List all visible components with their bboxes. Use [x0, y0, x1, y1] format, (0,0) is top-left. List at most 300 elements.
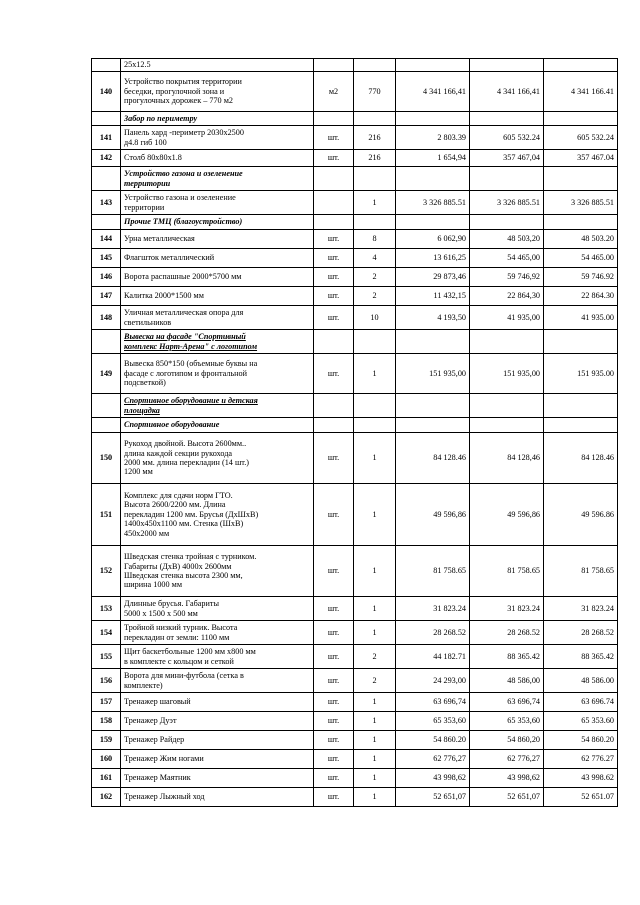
- row-number-cell: [92, 59, 121, 72]
- total-with-vat-cell-text: 49 596.86: [581, 509, 614, 519]
- row-number-cell-text: 160: [99, 754, 113, 764]
- row-number-cell: [92, 731, 121, 750]
- total-cell: [470, 693, 544, 712]
- total-with-vat-cell: [544, 546, 618, 597]
- total-cell-text: 62 776,27: [507, 754, 540, 764]
- quantity-cell: [354, 418, 396, 433]
- row-number-cell-text: 141: [99, 132, 113, 142]
- item-name-cell-text: Тройной низкий турник. Высота перекладин от земли: 1100 мм: [124, 623, 238, 642]
- total-with-vat-cell: [544, 167, 618, 191]
- quantity-cell: [354, 59, 396, 72]
- total-with-vat-cell: [544, 287, 618, 306]
- item-name-cell-text: 25x12.5: [124, 60, 151, 70]
- total-cell: [470, 330, 544, 354]
- total-cell-text: 43 998,62: [507, 773, 540, 783]
- quantity-cell: [354, 394, 396, 418]
- section-title-cell-text: Прочие ТМЦ (благоустройство): [124, 217, 243, 227]
- unit-price-cell: [396, 306, 470, 330]
- quantity-cell: [354, 621, 396, 645]
- item-name-cell: [121, 597, 314, 621]
- total-with-vat-cell-text: 62 776.27: [581, 754, 614, 764]
- total-with-vat-cell: [544, 788, 618, 807]
- total-cell-text: 48 503,20: [507, 234, 540, 244]
- total-cell: [470, 215, 544, 230]
- item-name-cell-text: Ворота для мини-футбола (сетка в комплекте): [124, 671, 244, 690]
- quantity-cell-text: 4: [372, 253, 377, 263]
- total-with-vat-cell: [544, 72, 618, 112]
- quantity-cell-text: 216: [368, 132, 381, 142]
- section-row: [92, 394, 618, 418]
- row-number-cell: [92, 484, 121, 546]
- quantity-cell-text: 1: [372, 754, 377, 764]
- item-name-cell: [121, 645, 314, 669]
- unit-cell-text: шт.: [327, 627, 340, 637]
- unit-cell-text: шт.: [327, 312, 340, 322]
- unit-price-cell-text: 1 654,94: [437, 153, 466, 163]
- row-number-cell: [92, 394, 121, 418]
- table-row: [92, 597, 618, 621]
- unit-price-cell: [396, 788, 470, 807]
- total-cell: [470, 150, 544, 167]
- row-number-cell: [92, 693, 121, 712]
- unit-price-cell: [396, 230, 470, 249]
- table-row: [92, 693, 618, 712]
- unit-price-cell: [396, 484, 470, 546]
- row-number-cell-text: 155: [99, 651, 113, 661]
- table-row: [92, 191, 618, 215]
- item-name-cell: [121, 484, 314, 546]
- total-with-vat-cell-text: 54 860.20: [581, 735, 614, 745]
- unit-cell: [314, 72, 354, 112]
- total-with-vat-cell: [544, 215, 618, 230]
- item-name-cell-text: Устройство покрытия территории беседки, прогулочной зона и прогулочных дорожек – 770 м2: [124, 77, 242, 106]
- total-with-vat-cell: [544, 484, 618, 546]
- quantity-cell: [354, 788, 396, 807]
- unit-cell: [314, 597, 354, 621]
- section-title-cell-text: Спортивное оборудование: [124, 420, 220, 430]
- unit-price-cell: [396, 750, 470, 769]
- quantity-cell: [354, 769, 396, 788]
- total-with-vat-cell: [544, 59, 618, 72]
- estimate-table: [91, 58, 618, 807]
- item-name-cell-text: Тренажер Маятник: [124, 773, 191, 783]
- unit-cell: [314, 645, 354, 669]
- estimate-table-body: [92, 59, 618, 807]
- table-row: [92, 731, 618, 750]
- total-with-vat-cell-text: 31 823.24: [581, 603, 614, 613]
- total-with-vat-cell: [544, 769, 618, 788]
- total-cell-text: 65 353,60: [507, 716, 540, 726]
- quantity-cell-text: 1: [372, 627, 377, 637]
- unit-price-cell-text: 65 353,60: [433, 716, 466, 726]
- unit-cell: [314, 418, 354, 433]
- table-row: [92, 712, 618, 731]
- quantity-cell-text: 1: [372, 197, 377, 207]
- unit-price-cell: [396, 126, 470, 150]
- unit-cell: [314, 126, 354, 150]
- item-name-cell-text: Шведская стенка тройная с турником. Габариты (ДхВ) 4000х 2600мм Шведская стенка высота 2300 мм, ширина 1000 мм: [124, 552, 257, 590]
- item-name-cell-text: Урна металлическая: [124, 234, 195, 244]
- section-row: [92, 167, 618, 191]
- quantity-cell: [354, 150, 396, 167]
- total-cell-text: 63 696,74: [507, 697, 540, 707]
- unit-price-cell-text: 31 823.24: [433, 603, 466, 613]
- unit-price-cell-text: 24 293,00: [433, 675, 466, 685]
- total-cell: [470, 433, 544, 484]
- unit-cell: [314, 394, 354, 418]
- unit-cell-text: шт.: [327, 566, 340, 576]
- unit-price-cell: [396, 669, 470, 693]
- quantity-cell-text: 1: [372, 603, 377, 613]
- section-row: [92, 112, 618, 126]
- row-number-cell: [92, 669, 121, 693]
- row-number-cell: [92, 126, 121, 150]
- unit-price-cell-text: 28 268.52: [433, 627, 466, 637]
- row-number-cell: [92, 788, 121, 807]
- unit-cell-text: шт.: [327, 792, 340, 802]
- item-name-cell-text: Панель хард -периметр 2030х2500 д4.8 гиб 100: [124, 128, 244, 147]
- row-number-cell: [92, 191, 121, 215]
- unit-price-cell-text: 63 696,74: [433, 697, 466, 707]
- total-with-vat-cell-text: 84 128.46: [581, 453, 614, 463]
- unit-cell: [314, 112, 354, 126]
- total-with-vat-cell: [544, 230, 618, 249]
- item-name-cell-text: Длинные брусья. Габариты 5000 х 1500 х 500 мм: [124, 599, 219, 618]
- item-name-cell-text: Уличная металлическая опора для светильников: [124, 308, 244, 327]
- quantity-cell: [354, 597, 396, 621]
- total-cell: [470, 306, 544, 330]
- quantity-cell-text: 2: [372, 291, 377, 301]
- quantity-cell: [354, 215, 396, 230]
- total-cell: [470, 546, 544, 597]
- quantity-cell-text: 216: [368, 153, 381, 163]
- total-with-vat-cell: [544, 191, 618, 215]
- unit-price-cell: [396, 167, 470, 191]
- total-cell: [470, 287, 544, 306]
- quantity-cell-text: 10: [370, 312, 379, 322]
- unit-price-cell-text: 13 616,25: [433, 253, 466, 263]
- unit-cell-text: шт.: [327, 234, 340, 244]
- total-with-vat-cell: [544, 433, 618, 484]
- unit-cell-text: шт.: [327, 675, 340, 685]
- total-cell-text: 48 586,00: [507, 675, 540, 685]
- row-number-cell: [92, 268, 121, 287]
- row-number-cell-text: 157: [99, 697, 113, 707]
- item-name-cell: [121, 731, 314, 750]
- table-row: [92, 669, 618, 693]
- unit-cell: [314, 621, 354, 645]
- total-with-vat-cell: [544, 150, 618, 167]
- row-number-cell: [92, 354, 121, 394]
- item-name-cell: [121, 769, 314, 788]
- total-cell: [470, 750, 544, 769]
- total-cell-text: 28 268.52: [507, 627, 540, 637]
- quantity-cell-text: 2: [372, 272, 377, 282]
- unit-price-cell-text: 44 182.71: [433, 651, 466, 661]
- row-number-cell: [92, 112, 121, 126]
- quantity-cell: [354, 230, 396, 249]
- unit-price-cell-text: 43 998,62: [433, 773, 466, 783]
- total-cell: [470, 712, 544, 731]
- unit-cell: [314, 215, 354, 230]
- total-with-vat-cell-text: 52 651.07: [581, 792, 614, 802]
- total-with-vat-cell: [544, 693, 618, 712]
- row-number-cell: [92, 546, 121, 597]
- unit-price-cell-text: 29 873,46: [433, 272, 466, 282]
- item-name-cell: [121, 249, 314, 268]
- total-with-vat-cell-text: 48 586.00: [581, 675, 614, 685]
- total-with-vat-cell: [544, 750, 618, 769]
- row-number-cell: [92, 597, 121, 621]
- row-number-cell: [92, 418, 121, 433]
- total-cell: [470, 268, 544, 287]
- total-with-vat-cell-text: 3 326 885.51: [571, 197, 614, 207]
- unit-price-cell: [396, 394, 470, 418]
- total-with-vat-cell-text: 357 467.04: [577, 153, 614, 163]
- row-number-cell-text: 158: [99, 716, 113, 726]
- row-number-cell-text: 149: [99, 368, 113, 378]
- item-name-cell: [121, 306, 314, 330]
- row-number-cell: [92, 150, 121, 167]
- row-number-cell: [92, 72, 121, 112]
- row-number-cell-text: 146: [99, 272, 113, 282]
- unit-price-cell: [396, 112, 470, 126]
- row-number-cell-text: 143: [99, 197, 113, 207]
- total-cell-text: 59 746,92: [507, 272, 540, 282]
- row-number-cell-text: 154: [99, 627, 113, 637]
- unit-price-cell: [396, 287, 470, 306]
- table-row: [92, 621, 618, 645]
- quantity-cell: [354, 750, 396, 769]
- unit-cell: [314, 287, 354, 306]
- row-number-cell: [92, 249, 121, 268]
- total-with-vat-cell-text: 81 758.65: [581, 566, 614, 576]
- unit-cell-text: шт.: [327, 453, 340, 463]
- unit-cell: [314, 191, 354, 215]
- quantity-cell-text: 1: [372, 735, 377, 745]
- total-cell: [470, 72, 544, 112]
- item-name-cell-text: Калитка 2000*1500 мм: [124, 291, 204, 301]
- total-cell-text: 84 128,46: [507, 453, 540, 463]
- row-number-cell: [92, 167, 121, 191]
- total-with-vat-cell-text: 28 268.52: [581, 627, 614, 637]
- total-with-vat-cell-text: 59 746.92: [581, 272, 614, 282]
- total-cell-text: 54 860,20: [507, 735, 540, 745]
- section-title-cell: [121, 215, 314, 230]
- quantity-cell: [354, 72, 396, 112]
- total-with-vat-cell-text: 63 696.74: [581, 697, 614, 707]
- total-with-vat-cell-text: 22 864.30: [581, 291, 614, 301]
- unit-price-cell: [396, 215, 470, 230]
- unit-cell: [314, 330, 354, 354]
- quantity-cell: [354, 693, 396, 712]
- row-number-cell-text: 161: [99, 773, 113, 783]
- item-name-cell-text: Устройство газона и озеленение территории: [124, 193, 236, 212]
- unit-cell: [314, 230, 354, 249]
- table-row: [92, 126, 618, 150]
- item-name-cell: [121, 712, 314, 731]
- unit-price-cell: [396, 645, 470, 669]
- quantity-cell-text: 1: [372, 453, 377, 463]
- unit-cell-text: шт.: [327, 253, 340, 263]
- total-cell: [470, 112, 544, 126]
- total-cell-text: 52 651,07: [507, 792, 540, 802]
- unit-cell: [314, 712, 354, 731]
- unit-price-cell: [396, 249, 470, 268]
- quantity-cell-text: 8: [372, 234, 377, 244]
- row-number-cell: [92, 712, 121, 731]
- unit-price-cell: [396, 621, 470, 645]
- total-cell-text: 357 467,04: [503, 153, 540, 163]
- total-with-vat-cell: [544, 126, 618, 150]
- quantity-cell-text: 2: [372, 651, 377, 661]
- total-cell: [470, 191, 544, 215]
- unit-price-cell: [396, 330, 470, 354]
- total-cell: [470, 669, 544, 693]
- total-with-vat-cell-text: 48 503.20: [581, 234, 614, 244]
- total-with-vat-cell: [544, 731, 618, 750]
- table-row: [92, 645, 618, 669]
- item-name-cell-text: Вывеска 850*150 (объемные буквы на фасаде с логотипом и фронтальной подсветкой): [124, 359, 258, 388]
- unit-price-cell: [396, 418, 470, 433]
- unit-cell: [314, 788, 354, 807]
- total-with-vat-cell: [544, 645, 618, 669]
- row-number-cell-text: 162: [99, 792, 113, 802]
- unit-cell: [314, 306, 354, 330]
- total-cell-text: 31 823.24: [507, 603, 540, 613]
- item-name-cell-text: Ворота распашные 2000*5700 мм: [124, 272, 242, 282]
- item-name-cell: [121, 126, 314, 150]
- unit-cell: [314, 249, 354, 268]
- table-row: [92, 150, 618, 167]
- row-number-cell-text: 145: [99, 253, 113, 263]
- total-with-vat-cell: [544, 669, 618, 693]
- total-cell-text: 22 864,30: [507, 291, 540, 301]
- total-with-vat-cell-text: 65 353.60: [581, 716, 614, 726]
- total-cell: [470, 621, 544, 645]
- table-row: [92, 546, 618, 597]
- unit-cell-text: м2: [328, 86, 339, 96]
- unit-cell-text: шт.: [327, 153, 340, 163]
- row-number-cell-text: 140: [99, 86, 113, 96]
- total-with-vat-cell: [544, 418, 618, 433]
- quantity-cell: [354, 433, 396, 484]
- row-number-cell-text: 148: [99, 312, 113, 322]
- unit-price-cell-text: 2 803.39: [437, 132, 466, 142]
- total-cell: [470, 126, 544, 150]
- total-with-vat-cell: [544, 330, 618, 354]
- quantity-cell: [354, 268, 396, 287]
- item-name-cell: [121, 693, 314, 712]
- row-number-cell: [92, 230, 121, 249]
- total-with-vat-cell: [544, 306, 618, 330]
- quantity-cell-text: 1: [372, 509, 377, 519]
- table-row: [92, 750, 618, 769]
- quantity-cell: [354, 191, 396, 215]
- section-title-cell: [121, 167, 314, 191]
- unit-cell-text: шт.: [327, 754, 340, 764]
- unit-price-cell-text: 4 193,50: [437, 312, 466, 322]
- unit-cell: [314, 669, 354, 693]
- unit-price-cell: [396, 59, 470, 72]
- unit-price-cell-text: 151 935,00: [429, 368, 466, 378]
- total-cell: [470, 354, 544, 394]
- unit-price-cell-text: 49 596,86: [433, 509, 466, 519]
- quantity-cell: [354, 112, 396, 126]
- item-name-cell-text: Тренажер Дуэт: [124, 716, 177, 726]
- unit-cell: [314, 750, 354, 769]
- total-with-vat-cell: [544, 112, 618, 126]
- section-row: [92, 418, 618, 433]
- total-with-vat-cell-text: 43 998.62: [581, 773, 614, 783]
- row-number-cell: [92, 621, 121, 645]
- total-cell: [470, 597, 544, 621]
- total-cell: [470, 769, 544, 788]
- item-name-cell: [121, 72, 314, 112]
- table-row: [92, 230, 618, 249]
- unit-price-cell-text: 52 651,07: [433, 792, 466, 802]
- unit-cell-text: шт.: [327, 735, 340, 745]
- item-name-cell: [121, 546, 314, 597]
- row-number-cell-text: 159: [99, 735, 113, 745]
- quantity-cell: [354, 249, 396, 268]
- unit-price-cell-text: 84 128.46: [433, 453, 466, 463]
- section-title-cell-text: Вывеска на фасаде "Спортивный комплекс Нарт-Арена" с логотипом: [124, 332, 258, 351]
- unit-price-cell: [396, 433, 470, 484]
- unit-cell: [314, 150, 354, 167]
- quantity-cell-text: 1: [372, 792, 377, 802]
- quantity-cell: [354, 669, 396, 693]
- table-row: [92, 354, 618, 394]
- row-number-cell-text: 142: [99, 153, 113, 163]
- item-name-cell: [121, 287, 314, 306]
- unit-price-cell-text: 4 341 166,41: [423, 86, 466, 96]
- row-number-cell-text: 151: [99, 509, 113, 519]
- total-with-vat-cell: [544, 621, 618, 645]
- total-cell: [470, 249, 544, 268]
- item-name-cell: [121, 230, 314, 249]
- total-with-vat-cell-text: 151 935.00: [577, 368, 614, 378]
- unit-price-cell-text: 3 326 885.51: [423, 197, 466, 207]
- item-name-cell-text: Тренажер Лыжный ход: [124, 792, 205, 802]
- total-with-vat-cell-text: 88 365.42: [581, 651, 614, 661]
- total-cell-text: 41 935,00: [507, 312, 540, 322]
- quantity-cell: [354, 167, 396, 191]
- total-cell-text: 54 465,00: [507, 253, 540, 263]
- unit-price-cell: [396, 731, 470, 750]
- row-number-cell-text: 144: [99, 234, 113, 244]
- unit-cell-text: шт.: [327, 132, 340, 142]
- item-name-cell-text: Тренажер Жим ногами: [124, 754, 204, 764]
- total-cell: [470, 167, 544, 191]
- unit-cell: [314, 731, 354, 750]
- total-with-vat-cell-text: 41 935.00: [581, 312, 614, 322]
- table-row: [92, 287, 618, 306]
- quantity-cell-text: 1: [372, 773, 377, 783]
- unit-cell-text: шт.: [327, 291, 340, 301]
- quantity-cell: [354, 484, 396, 546]
- total-cell: [470, 731, 544, 750]
- table-row: [92, 306, 618, 330]
- total-cell-text: 49 596,86: [507, 509, 540, 519]
- item-name-cell: [121, 621, 314, 645]
- unit-cell-text: шт.: [327, 368, 340, 378]
- total-with-vat-cell-text: 605 532.24: [577, 132, 614, 142]
- total-with-vat-cell: [544, 354, 618, 394]
- quantity-cell: [354, 731, 396, 750]
- quantity-cell-text: 1: [372, 566, 377, 576]
- unit-price-cell: [396, 354, 470, 394]
